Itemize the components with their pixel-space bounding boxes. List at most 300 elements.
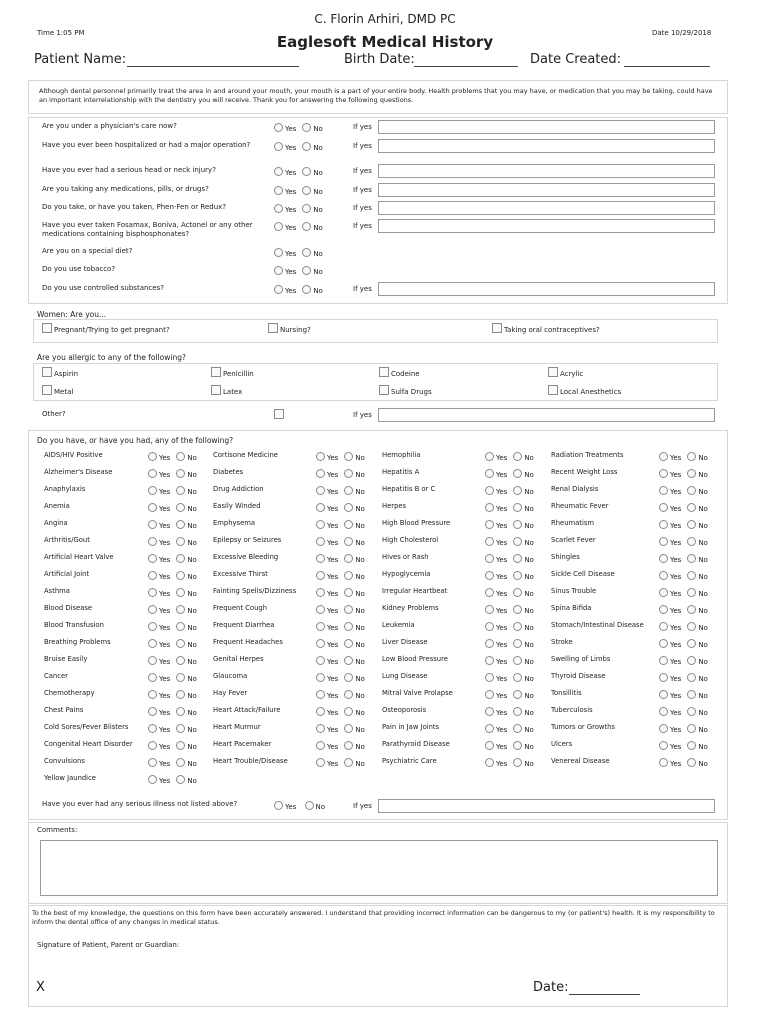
condition-1-8-yes-radio[interactable] — [316, 588, 325, 597]
condition-0-12-no-group — [176, 658, 197, 666]
condition-0-0-no-group — [176, 454, 197, 462]
condition-0-8-yes-radio[interactable] — [148, 588, 157, 597]
question-5-yes-radio[interactable] — [274, 222, 283, 231]
condition-0-18-no-radio[interactable] — [176, 758, 185, 767]
condition-3-5-no-radio[interactable] — [687, 537, 696, 546]
condition-2-7-no-radio[interactable] — [513, 571, 522, 580]
question-4-yes-radio[interactable] — [274, 204, 283, 213]
condition-0-17-yes-radio[interactable] — [148, 741, 157, 750]
condition-2-4-no-radio[interactable] — [513, 520, 522, 529]
condition-2-11-yes-radio[interactable] — [485, 639, 494, 648]
condition-3-7-yes-radio[interactable] — [659, 571, 668, 580]
condition-2-4-no-group — [513, 522, 534, 530]
condition-0-0-no-radio[interactable] — [176, 452, 185, 461]
serious-illness-no-radio[interactable] — [305, 801, 314, 810]
yes-label: Yes — [159, 505, 171, 513]
condition-3-6-yes-radio[interactable] — [659, 554, 668, 563]
condition-0-10-yes-radio[interactable] — [148, 622, 157, 631]
condition-1-7-yes-radio[interactable] — [316, 571, 325, 580]
condition-3-5-yes-radio[interactable] — [659, 537, 668, 546]
yes-label: Yes — [159, 777, 171, 785]
condition-1-11-no-radio[interactable] — [344, 639, 353, 648]
condition-3-2-yes-no — [659, 486, 708, 496]
question-6-no-group — [302, 250, 323, 258]
condition-0-5-no-radio[interactable] — [176, 537, 185, 546]
condition-3-9-yes-no — [659, 605, 708, 615]
question-ifyes-label: If yes — [353, 204, 372, 212]
condition-0-2-no-group — [176, 488, 197, 496]
allergy-checkbox[interactable] — [42, 385, 52, 395]
condition-3-1-yes-radio[interactable] — [659, 469, 668, 478]
condition-0-15-yes-radio[interactable] — [148, 707, 157, 716]
question-text: Have you ever been hospitalized or had a major operation? — [42, 141, 251, 149]
no-label: No — [313, 206, 323, 214]
condition-1-3-no-group — [344, 505, 365, 513]
condition-3-12-yes-radio[interactable] — [659, 656, 668, 665]
date-created-field[interactable] — [624, 66, 710, 67]
yes-label: Yes — [327, 454, 339, 462]
condition-1-4-yes-radio[interactable] — [316, 520, 325, 529]
condition-1-11-yes-radio[interactable] — [316, 639, 325, 648]
condition-0-15-no-radio[interactable] — [176, 707, 185, 716]
condition-0-16-no-radio[interactable] — [176, 724, 185, 733]
question-1-detail-field[interactable] — [378, 139, 715, 153]
condition-3-18-yes-radio[interactable] — [659, 758, 668, 767]
condition-1-1-no-radio[interactable] — [344, 469, 353, 478]
condition-2-7-no-group — [513, 573, 534, 581]
condition-3-17-yes-no — [659, 741, 708, 751]
condition-3-11-no-radio[interactable] — [687, 639, 696, 648]
no-label: No — [355, 760, 365, 768]
allergy-label: Metal — [54, 388, 74, 396]
condition-3-6-no-radio[interactable] — [687, 554, 696, 563]
no-label: No — [698, 675, 708, 683]
no-label: No — [313, 125, 323, 133]
condition-0-18-yes-radio[interactable] — [148, 758, 157, 767]
yes-label: Yes — [285, 169, 297, 177]
no-label: No — [187, 709, 197, 717]
condition-0-11-yes-radio[interactable] — [148, 639, 157, 648]
question-7-yes-radio[interactable] — [274, 266, 283, 275]
condition-0-17-no-group — [176, 743, 197, 751]
condition-1-9-no-radio[interactable] — [344, 605, 353, 614]
question-3-yes-radio[interactable] — [274, 186, 283, 195]
condition-1-14-yes-no — [316, 690, 365, 700]
yes-label: Yes — [327, 590, 339, 598]
no-label: No — [355, 556, 365, 564]
condition-1-18-no-radio[interactable] — [344, 758, 353, 767]
condition-2-15-yes-radio[interactable] — [485, 707, 494, 716]
yes-label: Yes — [670, 641, 682, 649]
question-0-no-radio[interactable] — [302, 123, 311, 132]
condition-2-11-no-radio[interactable] — [513, 639, 522, 648]
condition-label: Excessive Bleeding — [213, 553, 279, 561]
question-6-yes-radio[interactable] — [274, 248, 283, 257]
question-text: Are you on a special diet? — [42, 247, 133, 255]
condition-2-15-no-radio[interactable] — [513, 707, 522, 716]
condition-3-4-yes-radio[interactable] — [659, 520, 668, 529]
condition-1-17-no-radio[interactable] — [344, 741, 353, 750]
condition-2-2-no-radio[interactable] — [513, 486, 522, 495]
condition-3-8-yes-radio[interactable] — [659, 588, 668, 597]
condition-1-9-yes-radio[interactable] — [316, 605, 325, 614]
condition-label: Alzheimer's Disease — [44, 468, 113, 476]
condition-1-5-yes-radio[interactable] — [316, 537, 325, 546]
condition-2-12-no-radio[interactable] — [513, 656, 522, 665]
condition-1-3-yes-radio[interactable] — [316, 503, 325, 512]
condition-2-18-no-radio[interactable] — [513, 758, 522, 767]
no-label: No — [355, 454, 365, 462]
condition-1-16-yes-radio[interactable] — [316, 724, 325, 733]
condition-2-3-yes-radio[interactable] — [485, 503, 494, 512]
condition-label: Ulcers — [551, 740, 573, 748]
yes-label: Yes — [327, 539, 339, 547]
condition-3-6-yes-no — [659, 554, 708, 564]
condition-3-14-no-radio[interactable] — [687, 690, 696, 699]
question-5-detail-field[interactable] — [378, 219, 715, 233]
signature-date-label: Date: — [533, 980, 569, 995]
condition-1-2-yes-radio[interactable] — [316, 486, 325, 495]
condition-label: High Cholesterol — [382, 536, 439, 544]
condition-1-6-yes-radio[interactable] — [316, 554, 325, 563]
condition-0-13-no-radio[interactable] — [176, 673, 185, 682]
condition-3-14-yes-radio[interactable] — [659, 690, 668, 699]
allergy-other-label: Other? — [42, 410, 66, 418]
condition-0-14-yes-radio[interactable] — [148, 690, 157, 699]
condition-2-9-yes-radio[interactable] — [485, 605, 494, 614]
condition-3-13-no-radio[interactable] — [687, 673, 696, 682]
condition-label: Anaphylaxis — [44, 485, 86, 493]
condition-3-11-yes-radio[interactable] — [659, 639, 668, 648]
question-2-detail-field[interactable] — [378, 164, 715, 178]
question-1-no-radio[interactable] — [302, 142, 311, 151]
condition-1-14-no-radio[interactable] — [344, 690, 353, 699]
condition-2-6-no-group — [513, 556, 534, 564]
allergies-heading: Are you allergic to any of the following? — [37, 353, 186, 362]
condition-2-16-no-radio[interactable] — [513, 724, 522, 733]
condition-2-5-no-radio[interactable] — [513, 537, 522, 546]
condition-3-10-yes-no — [659, 622, 708, 632]
condition-2-1-no-radio[interactable] — [513, 469, 522, 478]
condition-1-12-yes-radio[interactable] — [316, 656, 325, 665]
condition-3-7-no-radio[interactable] — [687, 571, 696, 580]
condition-1-2-no-radio[interactable] — [344, 486, 353, 495]
condition-1-17-yes-radio[interactable] — [316, 741, 325, 750]
condition-2-6-yes-no — [485, 554, 534, 564]
condition-0-14-no-radio[interactable] — [176, 690, 185, 699]
condition-0-13-yes-radio[interactable] — [148, 673, 157, 682]
condition-0-3-no-radio[interactable] — [176, 503, 185, 512]
condition-label: Mitral Valve Prolapse — [382, 689, 453, 697]
condition-2-17-no-radio[interactable] — [513, 741, 522, 750]
no-label: No — [698, 624, 708, 632]
allergy-checkbox[interactable] — [211, 367, 221, 377]
condition-3-0-yes-no — [659, 452, 708, 462]
condition-3-10-yes-radio[interactable] — [659, 622, 668, 631]
condition-1-0-yes-no — [316, 452, 365, 462]
condition-2-17-yes-radio[interactable] — [485, 741, 494, 750]
yes-label: Yes — [496, 488, 508, 496]
yes-label: Yes — [670, 488, 682, 496]
yes-label: Yes — [496, 726, 508, 734]
condition-2-4-yes-radio[interactable] — [485, 520, 494, 529]
condition-0-10-no-radio[interactable] — [176, 622, 185, 631]
condition-label: Drug Addiction — [213, 485, 264, 493]
condition-2-1-yes-radio[interactable] — [485, 469, 494, 478]
women-option-checkbox[interactable] — [268, 323, 278, 333]
condition-3-3-no-radio[interactable] — [687, 503, 696, 512]
serious-illness-yes-radio[interactable] — [274, 801, 283, 810]
yes-label: Yes — [159, 692, 171, 700]
condition-1-10-no-radio[interactable] — [344, 622, 353, 631]
condition-3-17-no-radio[interactable] — [687, 741, 696, 750]
question-0-detail-field[interactable] — [378, 120, 715, 134]
condition-0-5-no-group — [176, 539, 197, 547]
condition-0-19-yes-radio[interactable] — [148, 775, 157, 784]
condition-1-0-yes-radio[interactable] — [316, 452, 325, 461]
condition-2-14-yes-no — [485, 690, 534, 700]
condition-3-2-yes-radio[interactable] — [659, 486, 668, 495]
condition-3-0-no-radio[interactable] — [687, 452, 696, 461]
condition-label: Easily Winded — [213, 502, 261, 510]
no-label: No — [187, 505, 197, 513]
condition-1-13-no-radio[interactable] — [344, 673, 353, 682]
condition-1-4-no-radio[interactable] — [344, 520, 353, 529]
allergy-other-field[interactable] — [378, 408, 715, 422]
condition-2-5-yes-radio[interactable] — [485, 537, 494, 546]
condition-1-3-no-radio[interactable] — [344, 503, 353, 512]
condition-2-8-yes-radio[interactable] — [485, 588, 494, 597]
condition-0-5-yes-radio[interactable] — [148, 537, 157, 546]
condition-0-1-yes-radio[interactable] — [148, 469, 157, 478]
question-6-no-radio[interactable] — [302, 248, 311, 257]
question-7-no-group — [302, 268, 323, 276]
question-4-detail-field[interactable] — [378, 201, 715, 215]
allergy-checkbox[interactable] — [42, 367, 52, 377]
condition-2-0-yes-radio[interactable] — [485, 452, 494, 461]
condition-0-9-no-radio[interactable] — [176, 605, 185, 614]
condition-2-16-yes-no — [485, 724, 534, 734]
condition-3-15-yes-radio[interactable] — [659, 707, 668, 716]
condition-2-9-no-radio[interactable] — [513, 605, 522, 614]
condition-2-14-yes-radio[interactable] — [485, 690, 494, 699]
condition-1-16-no-radio[interactable] — [344, 724, 353, 733]
question-2-no-radio[interactable] — [302, 167, 311, 176]
birth-date-field[interactable] — [414, 66, 518, 67]
condition-2-13-no-group — [513, 675, 534, 683]
intro-text: Although dental personnel primarily treat the area in and around your mouth, your mouth is a part of your entire body. Health problems that you may have, or medication that you may be taking, could have an important interrelationship with the dentistry you will receive. Thank you for answering the following questions. — [39, 87, 713, 104]
no-label: No — [524, 641, 534, 649]
condition-2-10-yes-radio[interactable] — [485, 622, 494, 631]
condition-0-3-yes-radio[interactable] — [148, 503, 157, 512]
yes-label: Yes — [327, 692, 339, 700]
condition-1-0-no-radio[interactable] — [344, 452, 353, 461]
question-0-yes-radio[interactable] — [274, 123, 283, 132]
condition-3-8-no-radio[interactable] — [687, 588, 696, 597]
condition-0-16-yes-radio[interactable] — [148, 724, 157, 733]
condition-0-9-yes-radio[interactable] — [148, 605, 157, 614]
allergy-checkbox[interactable] — [379, 385, 389, 395]
condition-label: Yellow Jaundice — [44, 774, 96, 782]
condition-2-4-yes-no — [485, 520, 534, 530]
question-2-yes-radio[interactable] — [274, 167, 283, 176]
women-option-checkbox[interactable] — [492, 323, 502, 333]
condition-1-7-no-radio[interactable] — [344, 571, 353, 580]
condition-3-2-no-radio[interactable] — [687, 486, 696, 495]
condition-2-13-yes-radio[interactable] — [485, 673, 494, 682]
question-7-no-radio[interactable] — [302, 266, 311, 275]
yes-label: Yes — [496, 556, 508, 564]
condition-0-2-yes-radio[interactable] — [148, 486, 157, 495]
condition-0-18-no-group — [176, 760, 197, 768]
condition-2-8-no-radio[interactable] — [513, 588, 522, 597]
yes-label: Yes — [670, 675, 682, 683]
condition-3-18-no-radio[interactable] — [687, 758, 696, 767]
condition-1-1-yes-radio[interactable] — [316, 469, 325, 478]
condition-0-2-no-radio[interactable] — [176, 486, 185, 495]
yes-label: Yes — [496, 454, 508, 462]
allergy-checkbox[interactable] — [379, 367, 389, 377]
condition-2-7-yes-radio[interactable] — [485, 571, 494, 580]
yes-label: Yes — [670, 539, 682, 547]
no-label: No — [313, 188, 323, 196]
signature-date-field[interactable] — [569, 994, 640, 995]
condition-0-1-no-radio[interactable] — [176, 469, 185, 478]
condition-0-6-no-radio[interactable] — [176, 554, 185, 563]
question-3-detail-field[interactable] — [378, 183, 715, 197]
question-8-detail-field[interactable] — [378, 282, 715, 296]
condition-3-9-no-radio[interactable] — [687, 605, 696, 614]
condition-label: Osteoporosis — [382, 706, 427, 714]
condition-0-12-yes-radio[interactable] — [148, 656, 157, 665]
no-label: No — [355, 488, 365, 496]
condition-1-4-yes-no — [316, 520, 365, 530]
allergy-checkbox[interactable] — [548, 367, 558, 377]
condition-1-10-yes-radio[interactable] — [316, 622, 325, 631]
condition-2-0-no-radio[interactable] — [513, 452, 522, 461]
condition-3-16-yes-radio[interactable] — [659, 724, 668, 733]
condition-3-1-no-radio[interactable] — [687, 469, 696, 478]
condition-2-3-no-radio[interactable] — [513, 503, 522, 512]
condition-3-9-yes-radio[interactable] — [659, 605, 668, 614]
condition-1-9-no-group — [344, 607, 365, 615]
patient-name-field[interactable] — [127, 66, 299, 67]
condition-3-17-yes-radio[interactable] — [659, 741, 668, 750]
condition-1-13-yes-radio[interactable] — [316, 673, 325, 682]
condition-0-1-yes-no — [148, 469, 197, 479]
condition-3-13-yes-no — [659, 673, 708, 683]
condition-1-6-no-radio[interactable] — [344, 554, 353, 563]
allergy-other-checkbox[interactable] — [274, 409, 284, 419]
condition-1-16-yes-no — [316, 724, 365, 734]
condition-2-16-yes-radio[interactable] — [485, 724, 494, 733]
condition-1-5-no-radio[interactable] — [344, 537, 353, 546]
yes-label: Yes — [327, 760, 339, 768]
condition-1-8-no-radio[interactable] — [344, 588, 353, 597]
condition-3-12-no-radio[interactable] — [687, 656, 696, 665]
no-label: No — [698, 641, 708, 649]
signature-field[interactable] — [50, 993, 350, 994]
condition-1-4-no-group — [344, 522, 365, 530]
condition-2-15-no-group — [513, 709, 534, 717]
condition-3-4-no-radio[interactable] — [687, 520, 696, 529]
question-8-yes-radio[interactable] — [274, 285, 283, 294]
condition-0-17-yes-no — [148, 741, 197, 751]
question-1-yes-radio[interactable] — [274, 142, 283, 151]
condition-3-13-yes-radio[interactable] — [659, 673, 668, 682]
condition-2-10-no-radio[interactable] — [513, 622, 522, 631]
condition-0-0-yes-radio[interactable] — [148, 452, 157, 461]
allergy-checkbox[interactable] — [548, 385, 558, 395]
no-label: No — [187, 624, 197, 632]
condition-1-18-yes-radio[interactable] — [316, 758, 325, 767]
condition-0-8-no-radio[interactable] — [176, 588, 185, 597]
question-5-no-radio[interactable] — [302, 222, 311, 231]
condition-0-4-no-radio[interactable] — [176, 520, 185, 529]
condition-0-12-no-radio[interactable] — [176, 656, 185, 665]
condition-label: Anemia — [44, 502, 70, 510]
question-8-no-radio[interactable] — [302, 285, 311, 294]
condition-1-15-no-radio[interactable] — [344, 707, 353, 716]
condition-2-12-yes-radio[interactable] — [485, 656, 494, 665]
condition-0-4-yes-radio[interactable] — [148, 520, 157, 529]
condition-0-7-yes-radio[interactable] — [148, 571, 157, 580]
yes-label: Yes — [496, 471, 508, 479]
condition-0-6-yes-radio[interactable] — [148, 554, 157, 563]
condition-1-15-yes-radio[interactable] — [316, 707, 325, 716]
condition-1-12-no-radio[interactable] — [344, 656, 353, 665]
condition-0-7-no-radio[interactable] — [176, 571, 185, 580]
condition-3-10-no-radio[interactable] — [687, 622, 696, 631]
form-title: Eaglesoft Medical History — [276, 33, 494, 51]
condition-0-11-no-radio[interactable] — [176, 639, 185, 648]
condition-2-14-no-radio[interactable] — [513, 690, 522, 699]
condition-1-14-yes-radio[interactable] — [316, 690, 325, 699]
condition-3-3-yes-radio[interactable] — [659, 503, 668, 512]
allergy-checkbox[interactable] — [211, 385, 221, 395]
condition-2-2-yes-radio[interactable] — [485, 486, 494, 495]
serious-illness-field[interactable] — [378, 799, 715, 813]
condition-0-17-no-radio[interactable] — [176, 741, 185, 750]
condition-1-9-yes-no — [316, 605, 365, 615]
condition-3-0-yes-radio[interactable] — [659, 452, 668, 461]
condition-0-7-no-group — [176, 573, 197, 581]
comments-textarea[interactable] — [40, 840, 718, 896]
condition-2-6-yes-radio[interactable] — [485, 554, 494, 563]
question-3-no-radio[interactable] — [302, 186, 311, 195]
condition-2-9-yes-no — [485, 605, 534, 615]
question-4-no-radio[interactable] — [302, 204, 311, 213]
condition-0-19-no-radio[interactable] — [176, 775, 185, 784]
condition-0-14-yes-no — [148, 690, 197, 700]
condition-label: Thyroid Disease — [551, 672, 606, 680]
condition-2-14-no-group — [513, 692, 534, 700]
condition-3-15-no-radio[interactable] — [687, 707, 696, 716]
yes-label: Yes — [496, 709, 508, 717]
condition-2-11-yes-no — [485, 639, 534, 649]
conditions-heading: Do you have, or have you had, any of the following? — [37, 436, 234, 445]
condition-3-16-no-radio[interactable] — [687, 724, 696, 733]
condition-3-7-yes-no — [659, 571, 708, 581]
question-text: Do you use tobacco? — [42, 265, 116, 273]
condition-3-10-no-group — [687, 624, 708, 632]
condition-2-6-no-radio[interactable] — [513, 554, 522, 563]
yes-label: Yes — [285, 268, 297, 276]
condition-label: Rheumatic Fever — [551, 502, 609, 510]
women-option-checkbox[interactable] — [42, 323, 52, 333]
condition-2-13-no-radio[interactable] — [513, 673, 522, 682]
condition-2-18-yes-radio[interactable] — [485, 758, 494, 767]
